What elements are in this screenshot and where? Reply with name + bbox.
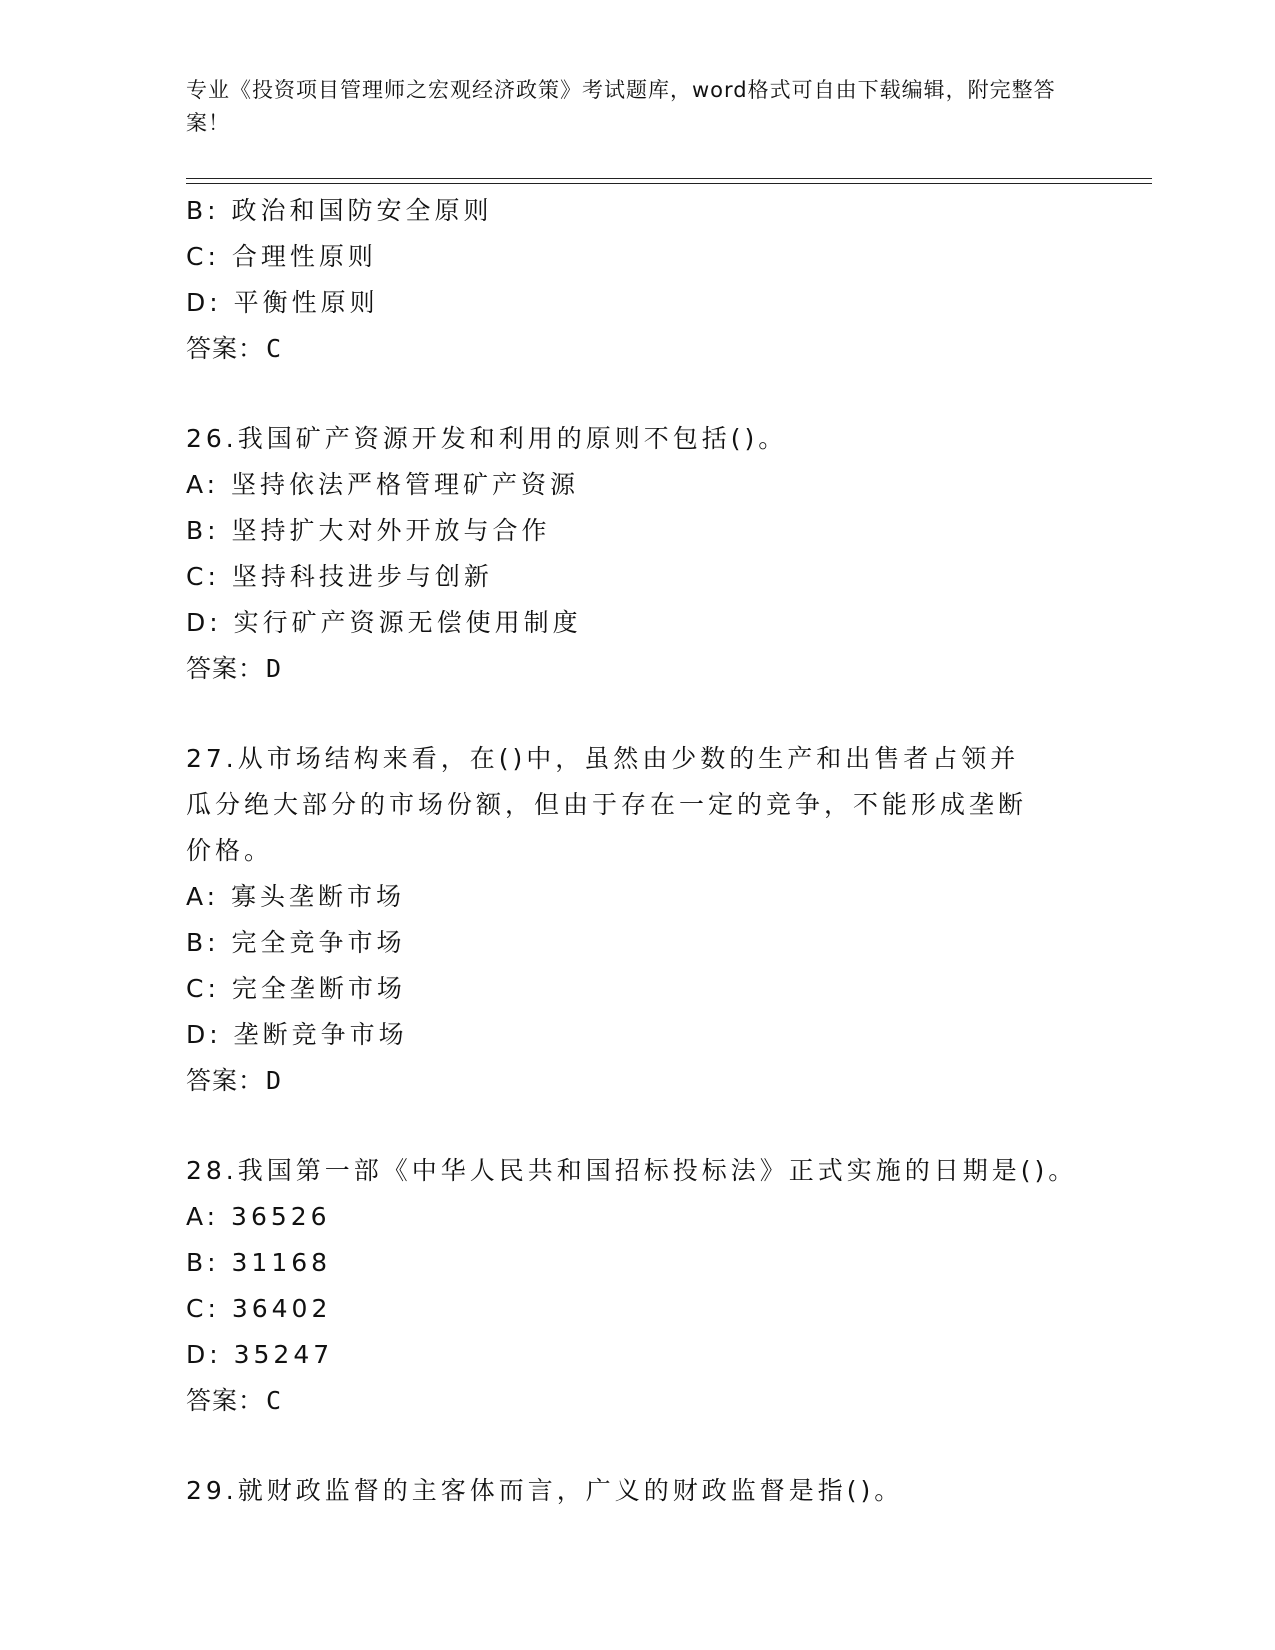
option-a: A: 36526 [186, 1202, 331, 1231]
question-block [186, 736, 1086, 1104]
question-stem: 26.我国矿产资源开发和利用的原则不包括()。 [186, 424, 788, 453]
answer-label: 答案： [186, 1386, 265, 1415]
answer-line [186, 1058, 1086, 1104]
answer-line [186, 1378, 1086, 1424]
answer-label: 答案： [186, 334, 265, 363]
answer-line [186, 326, 1086, 372]
document-header: 专业《投资项目管理师之宏观经济政策》考试题库，word格式可自由下载编辑，附完整答案！ [186, 78, 1056, 135]
question-block [186, 1148, 1086, 1424]
question-stem: 28.我国第一部《中华人民共和国招标投标法》正式实施的日期是()。 [186, 1156, 1078, 1185]
question-stem: 27.从市场结构来看，在()中，虽然由少数的生产和出售者占领并瓜分绝大部分的市场份额，但由于存在一定的竞争，不能形成垄断价格。 [186, 744, 1028, 865]
question-list [186, 188, 1086, 1514]
header-divider [186, 178, 1152, 179]
option-b: B: 坚持扩大对外开放与合作 [186, 516, 551, 545]
answer-value: D [266, 1066, 283, 1095]
header-divider [186, 183, 1152, 184]
answer-line [186, 646, 1086, 692]
option-d: D: 平衡性原则 [186, 288, 379, 317]
question-block [186, 1468, 1086, 1514]
option-c: C: 完全垄断市场 [186, 974, 406, 1003]
option-a: A: 坚持依法严格管理矿产资源 [186, 470, 580, 499]
option-d: D: 垄断竞争市场 [186, 1020, 408, 1049]
answer-value: C [266, 334, 283, 363]
option-d: D: 35247 [186, 1340, 334, 1369]
question-stem: 29.就财政监督的主客体而言，广义的财政监督是指()。 [186, 1476, 904, 1505]
answer-value: C [266, 1386, 283, 1415]
question-block [186, 416, 1086, 692]
answer-label: 答案： [186, 1066, 265, 1095]
question-block-partial [186, 188, 1086, 372]
option-b: B: 政治和国防安全原则 [186, 196, 493, 225]
option-a: A: 寡头垄断市场 [186, 882, 406, 911]
answer-label: 答案： [186, 654, 265, 683]
option-c: C: 合理性原则 [186, 242, 377, 271]
option-d: D: 实行矿产资源无偿使用制度 [186, 608, 582, 637]
option-c: C: 36402 [186, 1294, 332, 1323]
option-b: B: 完全竞争市场 [186, 928, 406, 957]
option-b: B: 31168 [186, 1248, 332, 1277]
option-c: C: 坚持科技进步与创新 [186, 562, 493, 591]
answer-value: D [266, 654, 283, 683]
